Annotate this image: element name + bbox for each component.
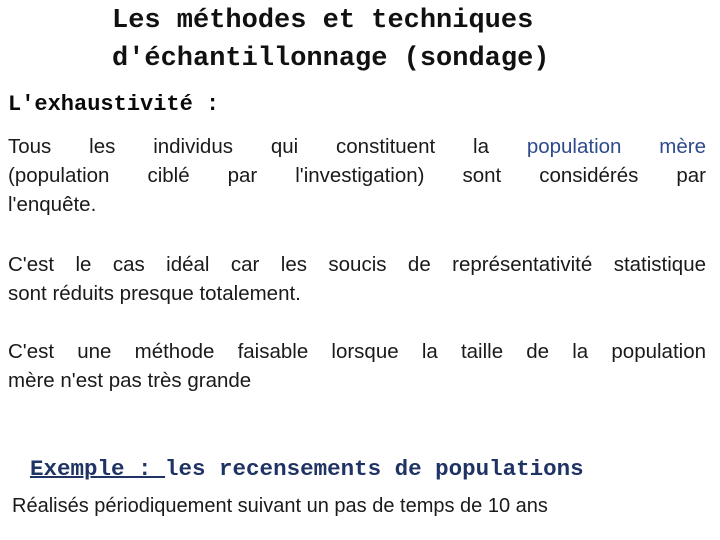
- paragraph-ideal-case: [8, 250, 706, 308]
- slide-title: [112, 2, 672, 78]
- paragraph-definition-line-3: l'enquête.: [8, 193, 97, 216]
- example-detail: Réalisés périodiquement suivant un pas de temps de 10 ans: [12, 495, 548, 517]
- paragraph-feasible: [8, 337, 706, 395]
- section-heading: L'exhaustivité :: [8, 92, 220, 117]
- slide-title-line-2: d'échantillonnage (sondage): [112, 44, 550, 74]
- paragraph-definition-line-1: [8, 132, 706, 161]
- paragraph-definition-line-2: (population ciblé par l'investigation) sont considérés par: [8, 164, 706, 187]
- example-line: [30, 453, 584, 485]
- paragraph-definition-text: Tous les individus qui constituent la: [8, 135, 527, 158]
- paragraph-feasible-line-2: mère n'est pas très grande: [8, 369, 252, 392]
- example-text: les recensements de populations: [165, 456, 584, 482]
- paragraph-definition: [8, 132, 706, 219]
- highlight-population-mere: population mère: [526, 135, 706, 158]
- example-label: Exemple :: [30, 456, 152, 482]
- paragraph-ideal-case-line-1: C'est le cas idéal car les soucis de représentativité statistique: [8, 253, 706, 276]
- slide-title-line-1: Les méthodes et techniques: [112, 6, 534, 36]
- paragraph-feasible-line-1: C'est une méthode faisable lorsque la taille de la population: [8, 340, 706, 363]
- paragraph-ideal-case-line-2: sont réduits presque totalement.: [8, 282, 301, 305]
